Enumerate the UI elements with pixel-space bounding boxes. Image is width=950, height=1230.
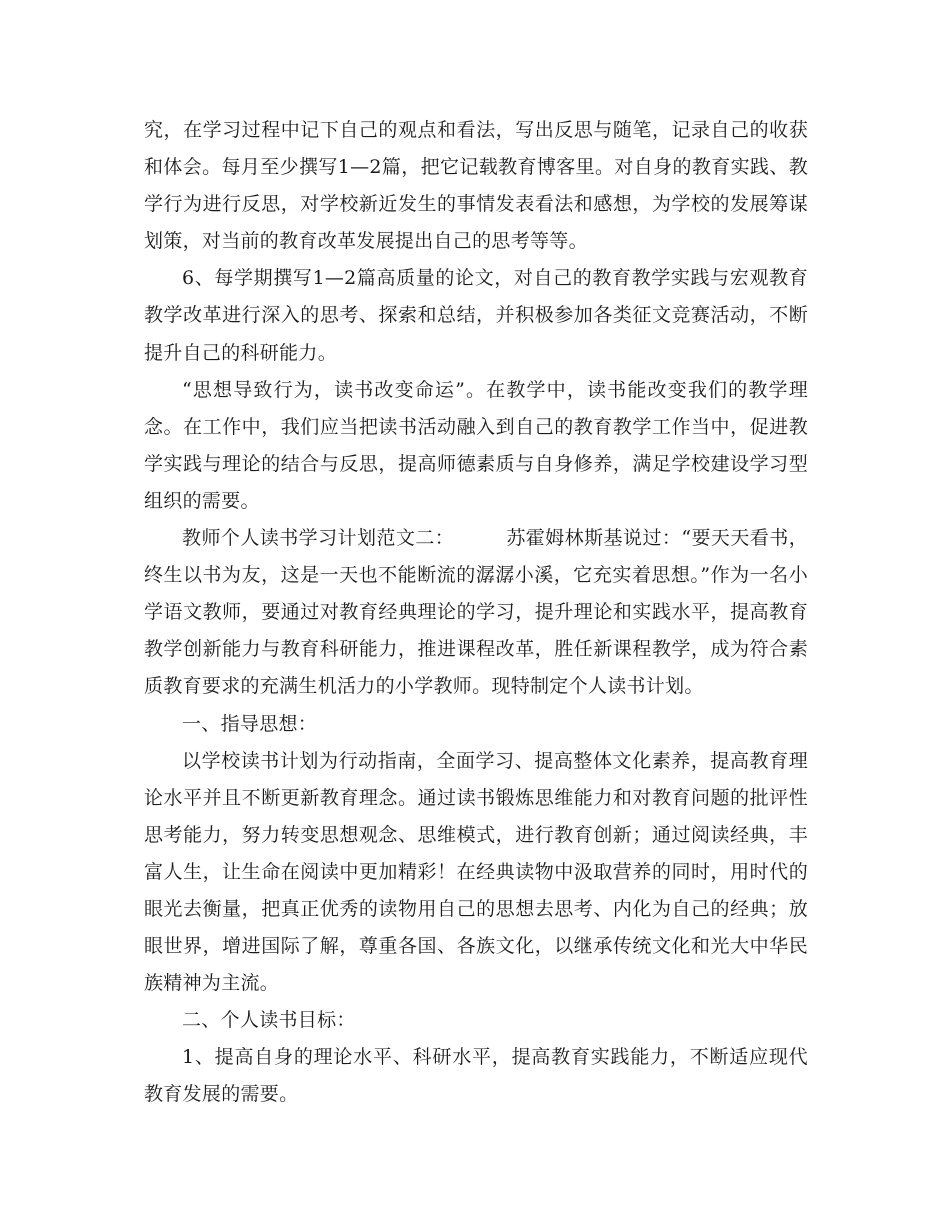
paragraph-item-6: 6、每学期撰写1—2篇高质量的论文，对自己的教育教学实践与宏观教育教学改革进行深入的思考、探索和总结，并积极参加各类征文竞赛活动，不断提升自己的科研能力。 [144,267,808,364]
paragraph-goal-1: 1、提高自身的理论水平、科研水平，提高教育实践能力，不断适应现代教育发展的需要。 [144,1046,808,1106]
paragraph-sample-two [144,520,808,705]
document-body [144,112,808,1114]
section-heading-reading-goals: 二、个人读书目标： [182,1009,356,1032]
sample-two-body: 苏霍姆林斯基说过：“要天天看书，终生以书为友，这是一天也不能断流的潺潺小溪，它充实着思想。”作为一名小学语文教师，要通过对教育经典理论的学习，提升理论和实践水平，提高教育教学创新能力与教育科研能力，推进课程改革，胜任新课程教学，成为符合素质教育要求的充满生机活力的小学教师。现特制定个人读书计划。 [144,527,809,698]
paragraph-continuation: 究，在学习过程中记下自己的观点和看法，写出反思与随笔，记录自己的收获和体会。每月至少撰写1—2篇，把它记载教育博客里。对自身的教育实践、教学行为进行反思，对学校新近发生的事情发表看法和感想，为学校的发展筹谋划策，对当前的教育改革发展提出自己的思考等等。 [144,119,808,253]
sample-two-heading: 教师个人读书学习计划范文二： [182,527,455,550]
section-heading-guiding-thought: 一、指导思想： [182,712,318,735]
paragraph-guiding-thought: 以学校读书计划为行动指南，全面学习、提高整体文化素养，提高教育理论水平并且不断更新教育理念。通过读书锻炼思维能力和对教育问题的批评性思考能力，努力转变思想观念、思维模式，进行教育创新；通过阅读经典，丰富人生，让生命在阅读中更加精彩！在经典读物中汲取营养的同时，用时代的眼光去衡量，把真正优秀的读物用自己的思想去思考、内化为自己的经典；放眼世界，增进国际了解，尊重各国、各族文化，以继承传统文化和光大中华民族精神为主流。 [144,749,808,995]
paragraph-quote: “思想导致行为，读书改变命运”。在教学中，读书能改变我们的教学理念。在工作中，我们应当把读书活动融入到自己的教育教学工作当中，促进教学实践与理论的结合与反思，提高师德素质与自身修养，满足学校建设学习型组织的需要。 [144,378,808,512]
